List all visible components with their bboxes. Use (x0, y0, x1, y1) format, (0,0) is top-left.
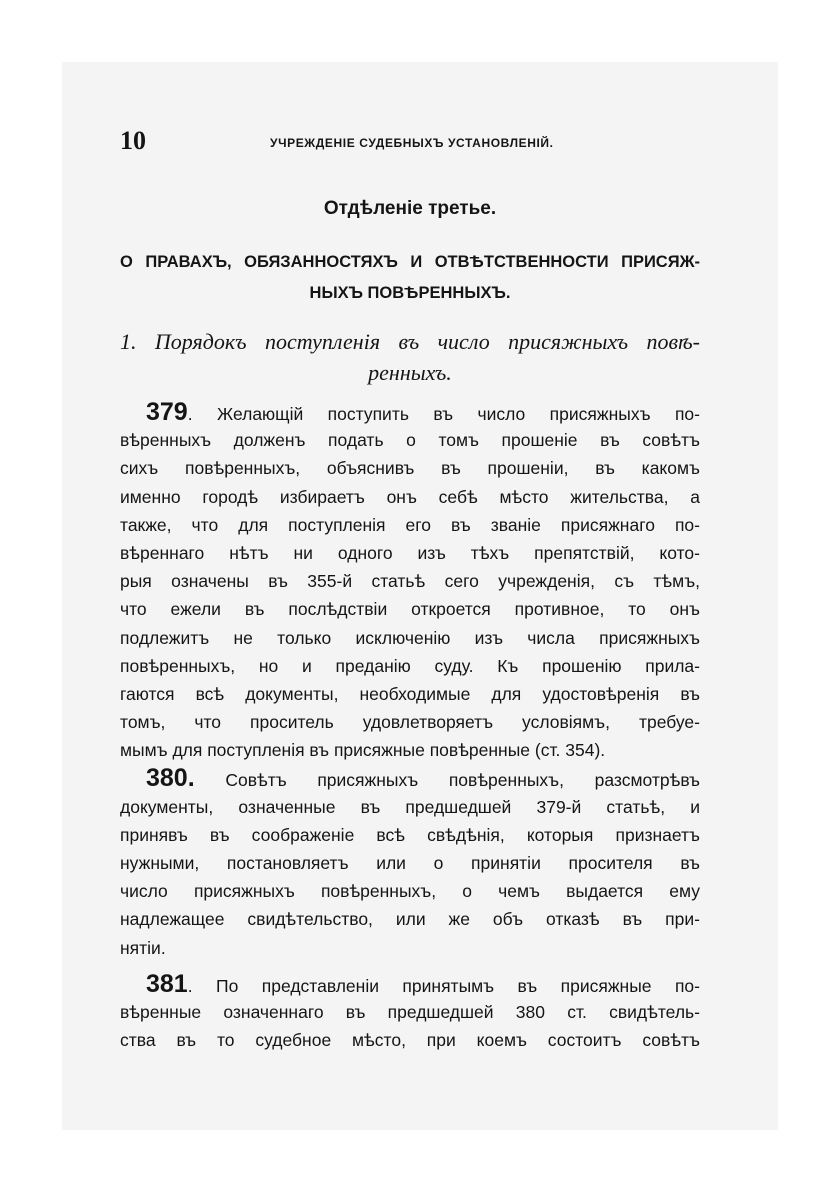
text-line: ства въ то судебное мѣсто, при коемъ состоитъ совѣтъ (120, 1030, 700, 1051)
text-line: мымъ для поступленія въ присяжные повѣренные (ст. 354). (120, 740, 606, 761)
text-line: нужными, постановляетъ или о принятіи просителя въ (120, 853, 700, 873)
text-line: число присяжныхъ повѣренныхъ, о чемъ выдается ему (120, 881, 700, 902)
text-line: нятіи. (120, 937, 166, 958)
text-line: повѣренныхъ, но и преданію суду. Къ прошенію прила- (120, 655, 700, 676)
text-line: что ежели въ послѣдствіи откроется противное, то онъ (120, 599, 700, 620)
subsection-heading-line: ренныхъ. (368, 360, 452, 385)
article-379 (120, 398, 700, 764)
text-line: гаются всѣ документы, необходимые для удостовѣренія въ (120, 683, 700, 704)
text-line: Совѣтъ присяжныхъ повѣренныхъ, разсмотрѣвъ (194, 770, 700, 791)
article-number: 379 (146, 398, 188, 426)
chapter-heading-line: О ПРАВАХЪ, ОБЯЗАННОСТЯХЪ И ОТВѢТСТВЕННОСТИ ПРИСЯЖ- (120, 253, 700, 271)
text-line: рыя означены въ 355-й статьѣ сего учрежденія, съ тѣмъ, (120, 571, 700, 592)
text-line: вѣренные означеннаго въ предшедшей 380 ст. свидѣтель- (120, 1001, 700, 1022)
article-number: 380. (146, 764, 195, 793)
chapter-heading-line: НЫХЪ ПОВѢРЕННЫХЪ. (309, 284, 511, 302)
text-line: . Желающій поступить въ число присяжныхъ по- (187, 404, 700, 424)
text-line: также, что для поступленія его въ званіе присяжнаго по- (120, 514, 700, 535)
article-number: 381 (146, 969, 188, 998)
article-first-line (120, 398, 700, 426)
text-line: сихъ повѣренныхъ, объяснивъ въ прошеніи, въ какомъ (120, 458, 700, 479)
text-line: вѣренныхъ долженъ подать о томъ прошеніе въ совѣтъ (120, 430, 700, 451)
page-number: 10 (120, 126, 146, 155)
text-line: томъ, что проситель удовлетворяетъ условіямъ, требуе- (120, 712, 700, 733)
body-text (120, 398, 700, 1054)
article-381 (120, 970, 700, 1055)
section-title: Отдѣленіе третье. (323, 198, 497, 219)
chapter-heading (120, 247, 700, 309)
text-line: надлежащее свидѣтельство, или же объ отказѣ въ при- (120, 909, 700, 930)
running-title: УЧРЕЖДЕНІЕ СУДЕБНЫХЪ УСТАНОВЛЕНІЙ. (270, 136, 554, 150)
subsection-heading-line: 1. Порядокъ поступленія въ число присяжныхъ повѣ- (120, 329, 700, 354)
paragraph-gap (120, 962, 700, 970)
text-line: вѣреннаго нѣтъ ни одного изъ тѣхъ препятствій, кото- (120, 542, 700, 563)
text-line: подлежитъ не только исключенію изъ числа присяжныхъ (120, 627, 700, 648)
text-line: документы, означенные въ предшедшей 379-й статьѣ, и (120, 796, 700, 817)
text-line: именно городѣ избираетъ онъ себѣ мѣсто жительства, а (120, 486, 700, 507)
text-line: . По представленіи принятымъ въ присяжные по- (187, 975, 700, 996)
subsection-heading (120, 326, 700, 388)
page-header (120, 126, 700, 156)
text-line: принявъ въ соображеніе всѣ свѣдѣнія, которыя признаетъ (120, 824, 700, 845)
article-first-line (120, 764, 700, 792)
article-first-line (120, 970, 700, 998)
article-380 (120, 764, 700, 961)
